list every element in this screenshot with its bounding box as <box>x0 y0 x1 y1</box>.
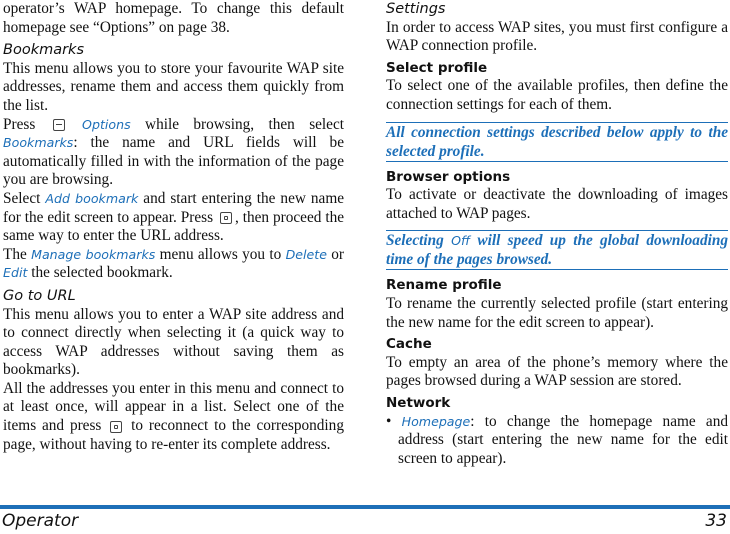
bookmarks-paragraph-1: This menu allows you to store your favourite WAP site addresses, rename them and access them quickly from the list. <box>3 59 344 114</box>
off-option-label: Off <box>451 233 471 249</box>
bookmarks-paragraph-4: The Manage bookmarks menu allows you to Delete or Edit the selected bookmark. <box>3 245 344 282</box>
cache-paragraph: To empty an area of the phone’s memory where the pages browsed during a WAP session are stored. <box>386 353 728 390</box>
goto-url-paragraph-2: All the addresses you enter in this menu and connect to at least once, will appear in a list. Select one of the items and press to reconnect to the corresponding page, without having to re-enter its complete address. <box>3 379 344 453</box>
settings-heading: Settings <box>386 1 446 17</box>
options-menu-label: Options <box>82 116 131 132</box>
cache-heading: Cache <box>386 336 432 353</box>
delete-label: Delete <box>285 246 327 262</box>
homepage-label: Homepage <box>401 413 471 429</box>
goto-url-paragraph-1: This menu allows you to enter a WAP site address and to connect directly when selecting it (a quick way to access WAP addresses without saving them as bookmarks). <box>3 305 344 379</box>
select-profile-heading: Select profile <box>386 59 488 76</box>
left-column <box>3 0 344 454</box>
select-profile-paragraph: To select one of the available profiles, then define the connection settings for each of them. <box>386 77 728 113</box>
network-homepage-bullet: • Homepage: to change the homepage name and address (start entering the new name for the edit screen to appear). <box>386 412 729 467</box>
settings-paragraph: In order to access WAP sites, you must first configure a WAP connection profile. <box>386 18 728 55</box>
network-heading: Network <box>386 394 451 411</box>
manage-bookmarks-label: Manage bookmarks <box>31 246 156 262</box>
page-footer <box>0 505 730 534</box>
rename-profile-paragraph: To rename the currently selected profile (start entering the new name for the edit screen to appear). <box>386 294 728 331</box>
add-bookmark-label: Add bookmark <box>45 190 139 206</box>
menu-key-icon <box>53 119 65 131</box>
bookmarks-paragraph-2: Press Options while browsing, then select Bookmarks: the name and URL fields will be automatically filled in with the information of the page you are browsing. <box>3 115 345 189</box>
edit-label: Edit <box>3 265 28 281</box>
ok-key-icon <box>220 212 232 224</box>
browser-options-paragraph: To activate or deactivate the downloading of images attached to WAP pages. <box>386 186 728 222</box>
browser-options-heading: Browser options <box>386 168 511 185</box>
right-column <box>386 0 728 468</box>
bookmarks-paragraph-3: Select Add bookmark and start entering the new name for the edit screen to appear. Press , then proceed the same way to enter the URL address. <box>3 189 345 245</box>
bookmarks-menu-label: Bookmarks <box>3 135 74 151</box>
goto-url-heading: Go to URL <box>3 287 76 304</box>
rename-profile-heading: Rename profile <box>386 277 502 294</box>
footer-section-title: Operator <box>2 511 79 531</box>
bookmarks-heading: Bookmarks <box>3 42 85 59</box>
note-off-setting: Selecting Off will speed up the global downloading time of the pages browsed. <box>386 232 729 269</box>
ok-key-icon <box>110 421 122 433</box>
intro-paragraph: operator’s WAP homepage. To change this default homepage see “Options” on page 38. <box>3 0 344 36</box>
note-connection-settings: All connection settings described below apply to the selected profile. <box>386 123 728 160</box>
footer-rule <box>0 505 730 509</box>
page-number: 33 <box>705 511 727 531</box>
